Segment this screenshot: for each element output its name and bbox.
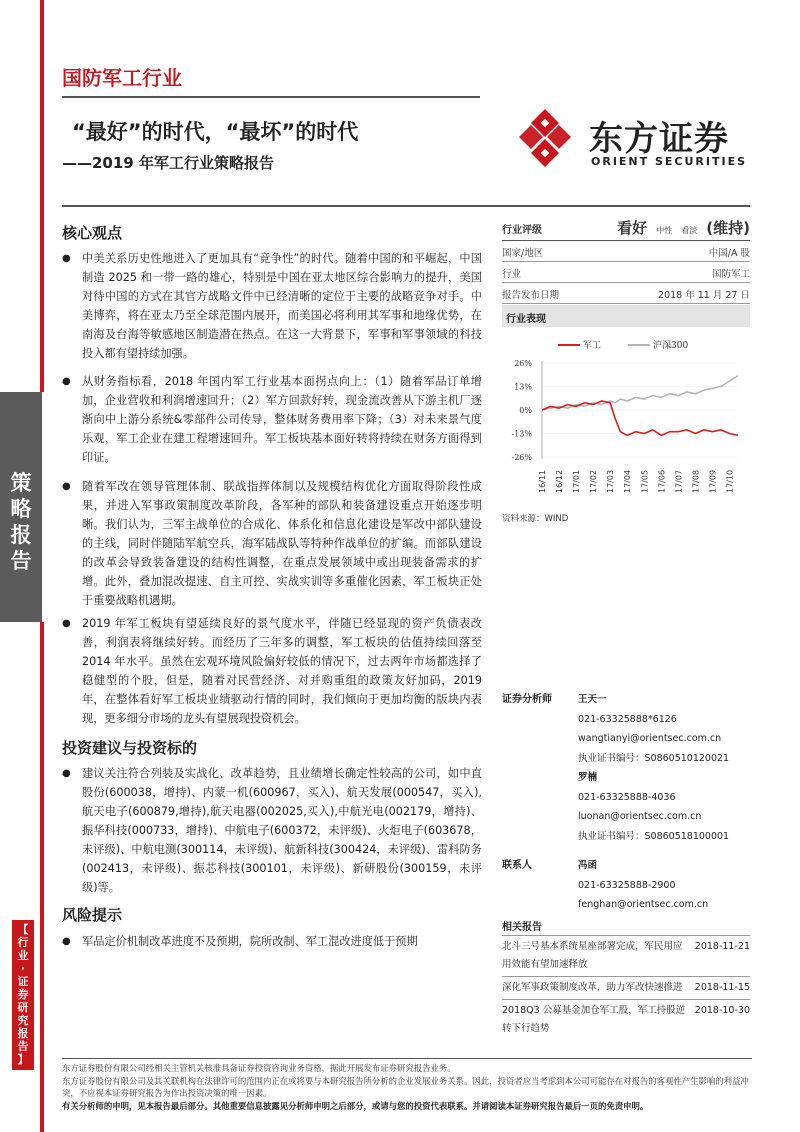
rating-table: [502, 215, 750, 304]
contact-name: 冯函: [578, 860, 598, 871]
analyst-label: 证券分析师: [502, 694, 552, 705]
legend-label: 军工: [583, 341, 602, 351]
rating-alt-negative: 看淡: [681, 226, 698, 235]
analyst-1-cert: 执业证书编号：S0860510120021: [578, 752, 730, 764]
x-tick-label: 17/02: [589, 469, 599, 493]
logo-name-cn: 东方证券: [589, 119, 729, 159]
sidebar-red-stripe-top: [40, 0, 44, 392]
sidebar-report-type: 策 略 报 告: [10, 471, 32, 573]
header-divider: [62, 96, 480, 98]
x-tick-label: 17/07: [674, 469, 684, 493]
invest-bullet: ● 建议关注符合列装及实战化、改革趋势，且业绩增长确定性较高的公司，如中直股份(600038，增持)、内蒙一机(600967，买入)、航天发展(000547，买入),航天电子(600879,增持),航天电器(002025,买入),中航光电(002179，增持)、振华科技(000733，增持)、中航电子(600372，未评级)、火炬电子(603678，未评级)、中航电测(300114，未评级)、航新科技(300424，未评级)、雷科防务(002413，未评级)、振芯科技(300101，未评级)、新研股份(300159，未评级)等。: [62, 767, 482, 894]
sidebar-red-stripe-bottom: [40, 622, 44, 1132]
logo-name-en: ORIENT SECURITIES: [591, 155, 748, 168]
performance-chart: [502, 335, 750, 510]
related-item-title: 深化军事政策制度改革，助力军改快速推进: [502, 982, 683, 993]
region-value: 中国/A 股: [708, 248, 750, 259]
rating-row-region: [502, 241, 750, 262]
x-tick-label: 17/04: [623, 469, 633, 493]
legend-label: 沪深300: [653, 341, 689, 351]
contact-phone: 021-63325888-2900: [578, 879, 676, 891]
orient-securities-logo: [515, 105, 750, 175]
y-tick-label: 26%: [514, 359, 532, 368]
rating-maintain: (维持): [706, 219, 750, 237]
related-item[interactable]: [502, 999, 750, 1040]
invest-heading: 投资建议与投资标的: [62, 739, 198, 757]
chart-source: 资料来源：WIND: [502, 514, 569, 524]
related-reports: [502, 935, 750, 1040]
core-bullet-3: ● 随着军改在领导管理体制、联战指挥体制以及规模结构优化方面取得阶段性成果，并进入军事政策制度改革阶段，各军种的部队和装备建设重点开始逐步明晰。我们认为，三军主战单位的合成化、体系化和信息化建设是军改中部队建设的主线，同时伴随陆军航空兵，海军陆战队等特种作战单位的扩编。而部队建设的改革会导致装备建设的结构性调整，在重点发展领域中或出现装备需求的扩增。此外，叠加混改提速、自主可控、实战实训等多重催化因素，军工板块正处于重要战略机遇期。: [62, 480, 482, 607]
x-tick-label: 17/10: [725, 469, 735, 493]
disclaimer-line-3: 有关分析师的申明，见本报告最后部分。其他重要信息披露见分析师申明之后部分，或请与您的投资代表联系。并请阅读本证券研究报告最后一页的免责申明。: [62, 1100, 649, 1111]
rating-alt-neutral: 中性: [656, 226, 673, 235]
core-heading: 核心观点: [62, 224, 123, 242]
contact-section: [502, 856, 752, 915]
analyst-section: [502, 690, 752, 846]
footer-divider: [62, 1058, 752, 1059]
analyst-1-name: 王天一: [578, 694, 607, 705]
date-key: 报告发布日期: [502, 290, 560, 301]
related-heading: 相关报告: [502, 922, 542, 933]
analysts-block: [502, 690, 752, 915]
related-item-date: 2018-11-21: [694, 941, 750, 952]
analyst-2-phone: 021-63325888-4036: [578, 791, 676, 803]
sidebar: [0, 0, 42, 1132]
rating-label: 行业评级: [502, 225, 542, 236]
x-tick-label: 17/09: [708, 469, 718, 493]
core-bullet-4: ● 2019 年军工板块有望延续良好的景气度水平，伴随已经显现的资产负债表改善，利润表将继续好转。而经历了三年多的调整，军工板块的估值持续回落至 2014 年水平。虽然在宏观环境风险偏好较低的情况下，过去两年市场都选择了稳健型的个股，但是，随着对民营经济、对并购重组的政策友好加码，2019 年，在整体看好军工板块业绩驱动行情的同时，我们倾向于更加均衡的版块内表现，更多细分市场的龙头有望展现投资机会。: [62, 617, 482, 725]
x-tick-label: 17/08: [691, 469, 701, 493]
industry-value: 国防军工: [711, 269, 750, 280]
x-tick-label: 16/12: [555, 469, 565, 493]
core-bullet-1: ● 中美关系历史性地进入了更加具有“竞争性”的时代。随着中国的和平崛起，中国制造 2025 和一带一路的雄心，特别是中国在亚太地区综合影响力的提升，美国对待中国的方式在其官方战略文件中已经清晰的定位于主要的战略竞争对手。中美博弈，将在亚太乃至全球范围内展开，而美国必将利用其军事和地缘优势，在南海及台海等敏感地区制造潜在热点。在这一大背景下，军事和军事领域的科技投入都有望持续加强。: [62, 252, 482, 360]
analyst-2-name: 罗楠: [578, 772, 598, 783]
y-tick-label: 0%: [519, 406, 532, 415]
performance-chart-svg: [502, 335, 750, 510]
analyst-2-cert: 执业证书编号：S0860518100001: [578, 830, 730, 842]
date-value: 2018 年 11 月 27 日: [658, 290, 750, 301]
disclaimer: [62, 1062, 752, 1112]
series-line: [542, 401, 738, 435]
sector-title: 国防军工行业: [62, 66, 182, 90]
rating-row-industry: [502, 262, 750, 283]
related-item-title: 2018Q3 公募基金加仓军工股，军工持股逆转下行趋势: [502, 1005, 686, 1034]
x-tick-label: 17/06: [657, 469, 667, 493]
report-title: “最好”的时代，“最坏”的时代: [72, 120, 359, 144]
related-item-date: 2018-10-30: [694, 1005, 750, 1016]
y-tick-label: -13%: [511, 429, 532, 439]
y-tick-label: -26%: [511, 453, 532, 462]
analyst-2-email[interactable]: luonan@orientsec.com.cn: [578, 811, 702, 822]
analyst-1-email[interactable]: wangtianyi@orientsec.com.cn: [578, 733, 722, 744]
report-subtitle: ——2019 年军工行业策略报告: [62, 154, 274, 172]
x-tick-label: 17/01: [572, 469, 582, 493]
risk-heading: 风险提示: [62, 906, 123, 924]
rating-row-main: [502, 215, 750, 241]
rating-row-date: [502, 283, 750, 304]
industry-key: 行业: [502, 269, 522, 280]
contact-label: 联系人: [502, 860, 532, 871]
x-tick-label: 17/05: [640, 469, 650, 493]
related-item[interactable]: [502, 935, 750, 976]
related-item-title: 北斗三号基本系统星座部署完成，军民用应用效能有望加速释放: [502, 941, 683, 970]
disclaimer-line-2: 东方证券股份有限公司及其关联机构在法律许可的范围内正在或将要与本研究报告所分析的企业发展业务关系。因此，投资者应当考虑到本公司可能存在对报告的客观性产生影响的利益冲突，不应视本证券研究报告为作出投资决策的唯一因素。: [62, 1075, 749, 1098]
risk-bullet: ● 军品定价机制改革进度不及预期，院所改制、军工混改进度低于预期: [62, 935, 418, 948]
core-bullet-2: ● 从财务指标看，2018 年国内军工行业基本面拐点向上：（1）随着军品订单增加，企业营收和利润增速回升；（2）军方回款好转，现金流改善从下游主机厂逐渐向中上游分系统&零部件公司传导，整体财务费用率下降；（3）对未来景气度乐观，军工企业在建工程增速回升。军工板块基本面好转将持续在财务方面得到印证。: [62, 375, 482, 464]
main-divider: [62, 205, 750, 207]
analyst-1-phone: 021-63325888*6126: [578, 713, 677, 725]
x-tick-label: 16/11: [538, 469, 547, 493]
contact-email[interactable]: fenghan@orientsec.com.cn: [578, 899, 709, 910]
related-item-date: 2018-11-15: [694, 982, 750, 993]
rating-value: 看好: [617, 219, 648, 237]
performance-heading: 行业表现: [502, 305, 750, 327]
y-tick-label: 13%: [514, 382, 532, 392]
x-tick-label: 17/03: [606, 469, 616, 493]
region-key: 国家/地区: [502, 248, 544, 259]
disclaimer-line-1: 东方证券股份有限公司经相关主管机关核准具备证券投资咨询业务资格，据此开展发布证券研究报告业务。: [62, 1063, 456, 1073]
sidebar-vertical-label: 【 行 业 · 证 券 研 究 报 告 】: [12, 920, 34, 1070]
related-item[interactable]: [502, 976, 750, 999]
